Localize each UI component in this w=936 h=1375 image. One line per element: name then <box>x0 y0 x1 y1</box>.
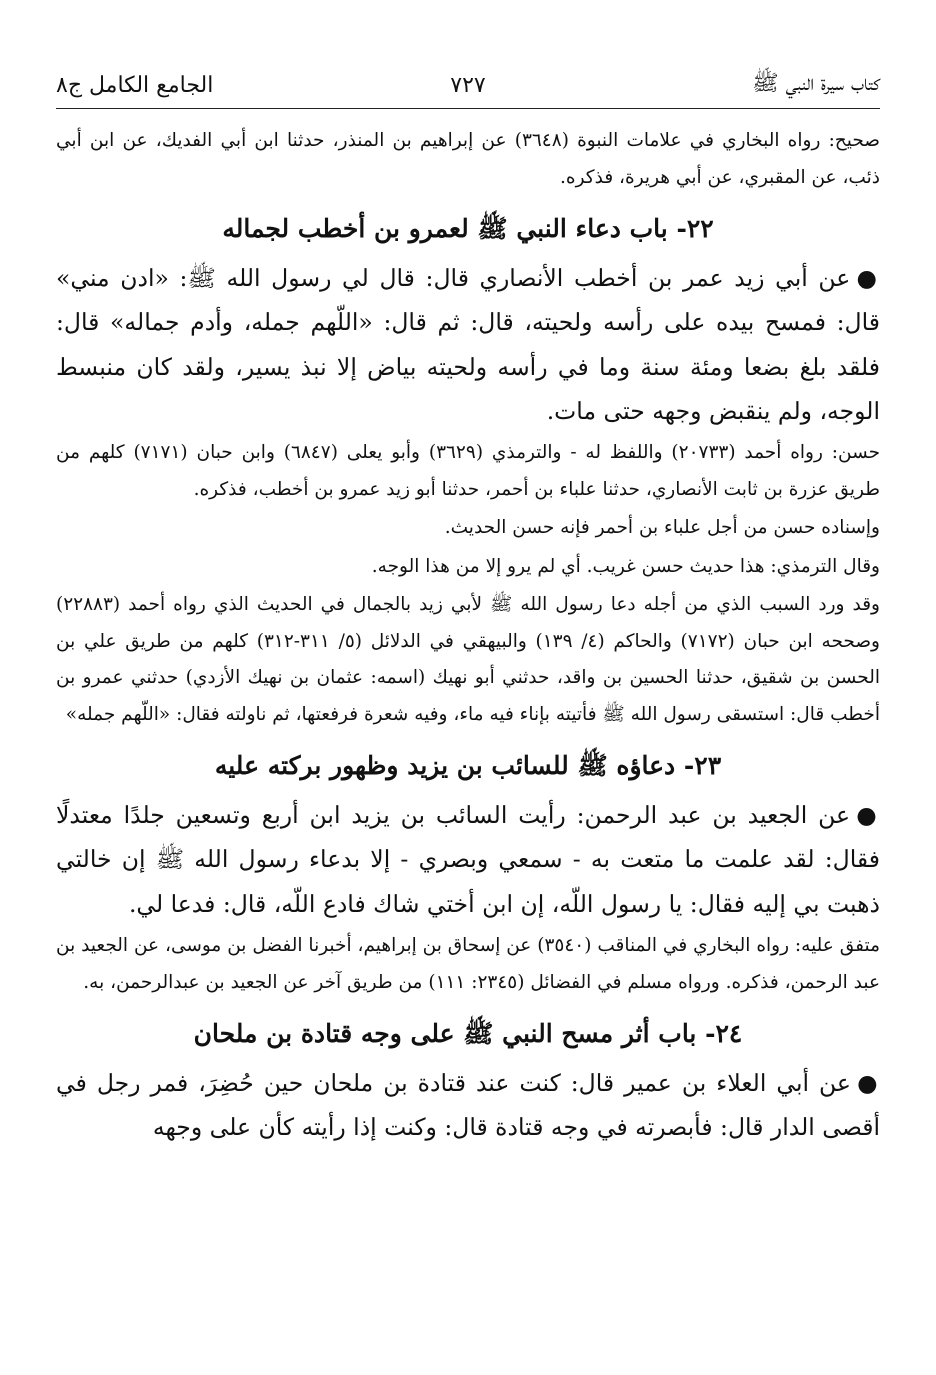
takhrij-note: صحيح: رواه البخاري في علامات النبوة (٣٦٤٨) عن إبراهيم بن المنذر، حدثنا ابن أبي الفديك، عن ابن أبي ذئب، عن المقبري، عن أبي هريرة، فذكره. <box>56 130 880 188</box>
takhrij-note: حسن: رواه أحمد (٢٠٧٣٣) واللفظ له - والترمذي (٣٦٢٩) وأبو يعلى (٦٨٤٧) وابن حبان (٧١٧١) كلهم من طريق عزرة بن ثابت الأنصاري، حدثنا علباء بن أحمر، حدثنا أبو زيد عمرو بن أخطب، فذكره. <box>56 442 881 500</box>
hadith-text: ●عن الجعيد بن عبد الرحمن: رأيت السائب بن يزيد ابن أربع وتسعين جلدًا معتدلًا فقال: لقد علمت ما متعت به - سمعي وبصري - إلا بدعاء رسول الله ﷺ إن خالتي ذهبت بي إليه فقال: يا رسول اللّه، إن ابن أختي شاك فادع اللّه، قال: فدعا لي. <box>56 801 880 918</box>
chapter-heading: ٢٤- باب أثر مسح النبي ﷺ على وجه قتادة بن ملحان <box>193 1019 743 1049</box>
bullet-icon: ● <box>856 801 880 830</box>
takhrij-note: وقد ورد السبب الذي من أجله دعا رسول الله ﷺ لأبي زيد بالجمال في الحديث الذي رواه أحمد (٢٢٨٨٣) وصححه ابن حبان (٧١٧٢) والحاكم (٤/ ١٣٩) والبيهقي في الدلائل (٥/ ٣١١-٣١٢) كلهم من طريق علي بن الحسن بن شقيق، حدثنا الحسين بن واقد، حدثني أبو نهيك (اسمه: عثمان بن نهيك الأزدي) حدثني عمرو بن أخطب قال: استسقى رسول الله ﷺ فأتيته بإناء فيه ماء، وفيه شعرة فرفعتها، ثم ناولته فقال: «اللّهم جمله» <box>56 594 880 725</box>
bullet-icon: ● <box>856 264 880 292</box>
takhrij-note: متفق عليه: رواه البخاري في المناقب (٣٥٤٠) عن إسحاق بن إبراهيم، أخبرنا الفضل بن موسى، عن الجعيد بن عبد الرحمن، فذكره. ورواه مسلم في الفضائل (٢٣٤٥: ١١١) من طريق آخر عن الجعيد بن عبدالرحمن، به. <box>56 935 880 993</box>
takhrij-note: وإسناده حسن من أجل علباء بن أحمر فإنه حسن الحديث. <box>444 517 880 539</box>
chapter-heading: ٢٢- باب دعاء النبي ﷺ لعمرو بن أخطب لجماله <box>222 214 714 243</box>
page-body <box>56 123 880 1150</box>
hadith-text: ●عن أبي العلاء بن عمير قال: كنت عند قتادة بن ملحان حين حُضِرَ، فمر رجل في أقصى الدار قال: فأبصرته في وجه قتادة قال: وكنت إذا رأيته كأن على وجهه <box>56 1069 880 1142</box>
takhrij-note: وقال الترمذي: هذا حديث حسن غريب. أي لم يرو إلا من هذا الوجه. <box>371 555 880 577</box>
book-title: كتاب سيرة النبي ﷺ <box>752 71 880 96</box>
running-header <box>56 62 880 109</box>
page-number: ٧٢٧ <box>450 72 486 98</box>
chapter-heading: ٢٣- دعاؤه ﷺ للسائب بن يزيد وظهور بركته عليه <box>214 751 722 781</box>
bullet-icon: ● <box>856 1069 880 1098</box>
series-title: الجامع الكامل ج٨ <box>56 72 214 98</box>
hadith-text: ●عن أبي زيد عمر بن أخطب الأنصاري قال: قال لي رسول الله ﷺ: «ادن مني» قال: فمسح بيده على رأسه ولحيته، قال: ثم قال: «اللّهم جمله، وأدم جماله» قال: فلقد بلغ بضعا ومئة سنة وما في رأسه ولحيته بياض إلا نبذ يسير، ولقد كان منبسط الوجه، ولم ينقبض وجهه حتى مات. <box>56 264 880 425</box>
